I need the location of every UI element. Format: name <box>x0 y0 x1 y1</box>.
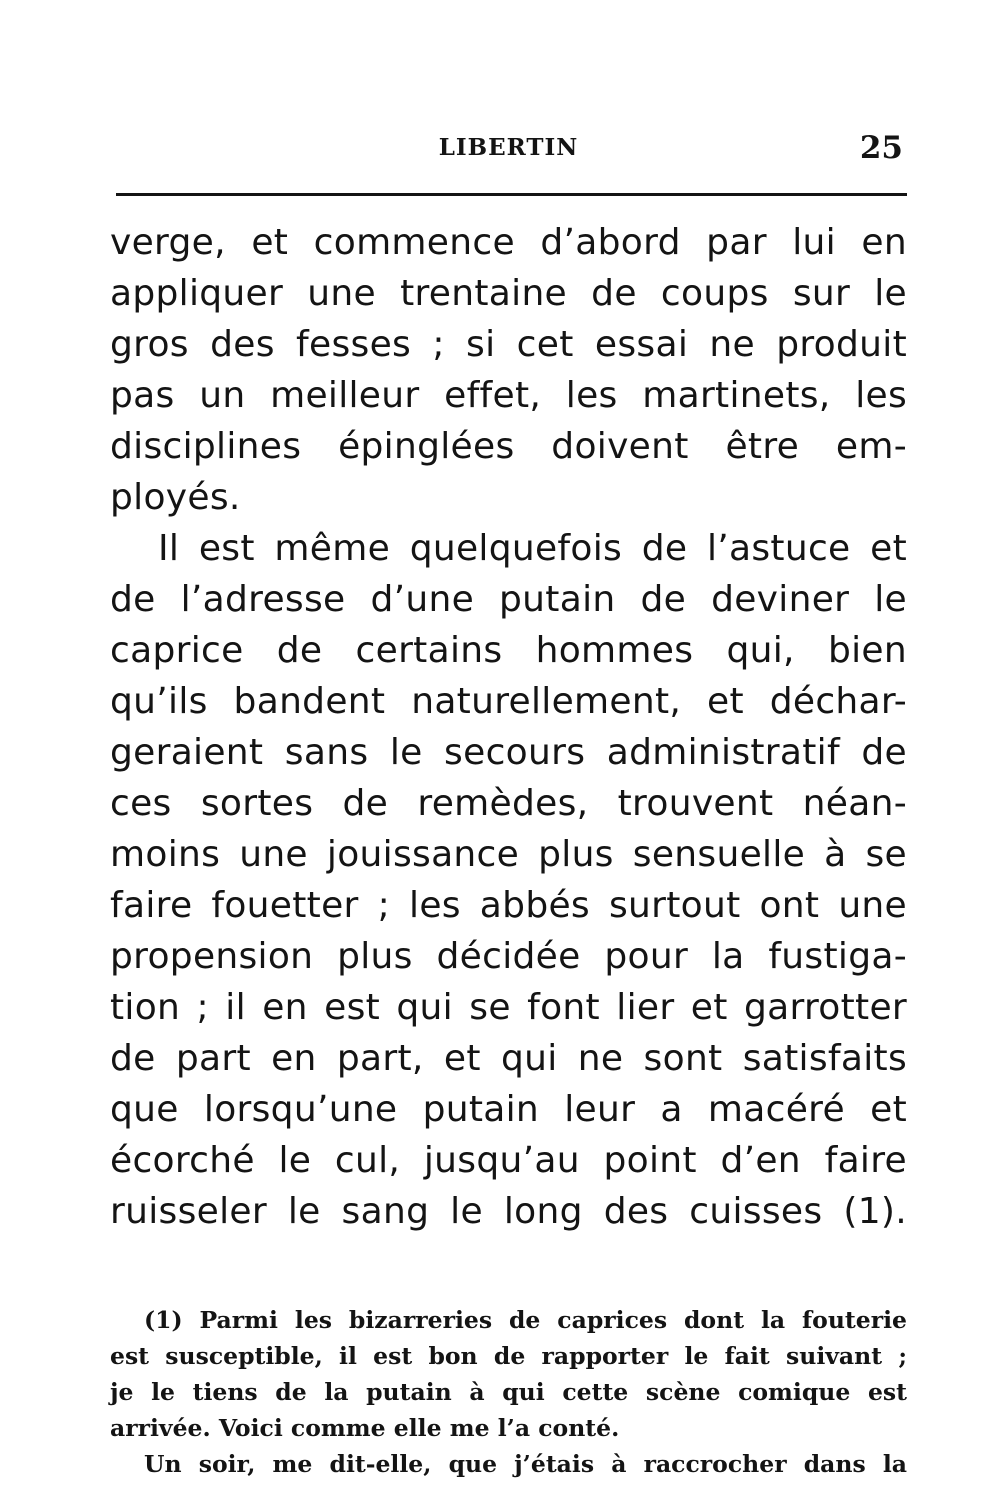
text-line: caprice de certains hommes qui, bien <box>110 630 907 671</box>
footnote-line: je le tiens de la putain à qui cette scène comique est <box>110 1378 907 1406</box>
text-line: de part en part, et qui ne sont satisfaits <box>110 1038 907 1079</box>
footnote-paragraph-1 <box>110 1302 907 1446</box>
header-rule <box>116 193 907 196</box>
text-line: écorché le cul, jusqu’au point d’en faire <box>110 1140 907 1181</box>
text-line: ruisseler le sang le long des cuisses (1). <box>110 1191 907 1232</box>
footnote-line: Un soir, me dit-elle, que j’étais à raccrocher dans la <box>144 1450 907 1478</box>
footnote-line: est susceptible, il est bon de rapporter le fait suivant ; <box>110 1342 907 1370</box>
footnote-line: arrivée. Voici comme elle me l’a conté. <box>110 1414 620 1442</box>
text-line: Il est même quelquefois de l’astuce et <box>158 528 907 569</box>
text-line: geraient sans le secours administratif de <box>110 732 907 773</box>
text-line: verge, et commence d’abord par lui en <box>110 222 907 263</box>
running-title: LIBERTIN <box>438 134 579 161</box>
text-line: propension plus décidée pour la fustiga- <box>110 936 907 977</box>
body-paragraph-2 <box>110 523 907 1237</box>
footnote-paragraph-2 <box>110 1446 907 1482</box>
body-paragraph-1 <box>110 217 907 523</box>
text-line: tion ; il en est qui se font lier et garrotter <box>110 987 907 1028</box>
text-line: faire fouetter ; les abbés surtout ont une <box>110 885 907 926</box>
text-line: ployés. <box>110 477 241 518</box>
text-line: de l’adresse d’une putain de deviner le <box>110 579 907 620</box>
text-line: appliquer une trentaine de coups sur le <box>110 273 907 314</box>
page-number: 25 <box>859 130 903 166</box>
text-line: moins une jouissance plus sensuelle à se <box>110 834 907 875</box>
text-line: gros des fesses ; si cet essai ne produit <box>110 324 907 365</box>
text-line: que lorsqu’une putain leur a macéré et <box>110 1089 907 1130</box>
text-line: pas un meilleur effet, les martinets, les <box>110 375 907 416</box>
footnote <box>110 1302 907 1482</box>
footnote-line: (1) Parmi les bizarreries de caprices dont la fouterie <box>144 1306 907 1334</box>
text-line: disciplines épinglées doivent être em- <box>110 426 907 467</box>
text-line: ces sortes de remèdes, trouvent néan- <box>110 783 907 824</box>
running-head <box>110 130 907 170</box>
main-text <box>110 217 907 1237</box>
text-line: qu’ils bandent naturellement, et déchar- <box>110 681 907 722</box>
